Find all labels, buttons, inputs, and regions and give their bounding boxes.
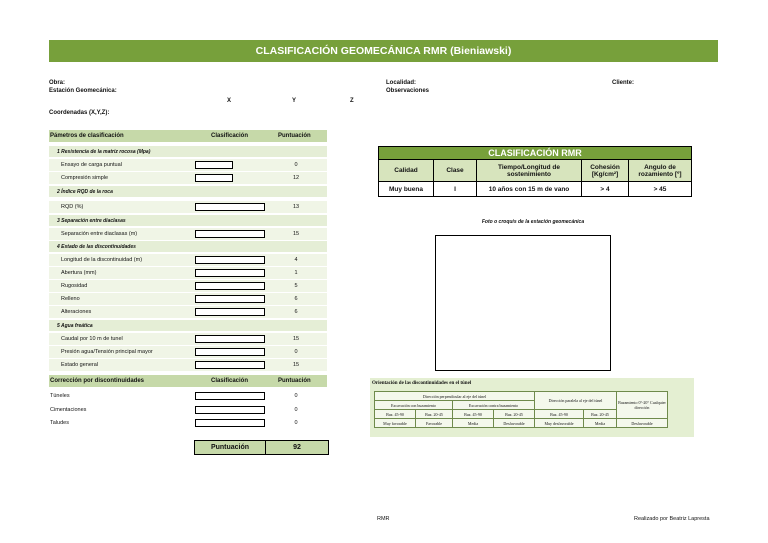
alteraciones-input[interactable]: [195, 308, 265, 316]
observaciones-label: Observaciones: [386, 88, 430, 94]
row-score: 1: [294, 270, 298, 276]
section-resistencia: [49, 146, 327, 157]
rmr-table: [378, 146, 692, 197]
rmr-header-clase: Clase: [434, 160, 477, 182]
orientation-con: Excavación con buzamiento: [375, 401, 453, 410]
row-label: Ensayo de carga puntual: [61, 162, 122, 168]
rmr-value-tiempo: 10 años con 15 m de vano: [477, 182, 582, 197]
row-score: 15: [292, 362, 300, 368]
row-label: Presión agua/Tensión principal mayor: [61, 349, 153, 355]
orientation-rating: Desfavorable: [494, 419, 535, 428]
row-label: Túneles: [50, 393, 70, 399]
obra-label: Obra:: [49, 80, 66, 86]
coord-y-label: Y: [292, 98, 297, 104]
orientation-table: [374, 391, 668, 428]
orientation-angle: Buz. 20-45: [416, 410, 453, 419]
footer-center: RMR: [377, 516, 390, 522]
params-header-clasificacion: Clasificación: [211, 133, 249, 139]
page-title: CLASIFICACIÓN GEOMECÁNICA RMR (Bieniawski): [255, 45, 512, 57]
correccion-header-clasificacion: Clasificación: [211, 378, 249, 384]
correccion-header-name: Corrección por discontinuidades: [50, 378, 145, 384]
orientation-rating: Media: [584, 419, 617, 428]
params-header: [49, 130, 327, 142]
section-discontinuidades-label: 4 Estado de las discontinuidades: [57, 244, 136, 250]
row-score: 0: [294, 393, 298, 399]
cliente-label: Cliente:: [612, 80, 635, 86]
coord-z-label: Z: [350, 98, 354, 104]
orientation-rating: Desfavorable: [617, 419, 668, 428]
section-resistencia-label: 1 Resistencia de la matriz rocosa (Mpa): [57, 149, 151, 155]
row-longitud: [49, 254, 327, 266]
orientation-angle: Buz. 45-90: [453, 410, 494, 419]
relleno-input[interactable]: [195, 295, 265, 303]
coord-x-label: X: [227, 98, 232, 104]
row-score: 15: [292, 336, 300, 342]
row-presion: [49, 346, 327, 358]
params-header-name: Pámetros de clasificación: [50, 133, 124, 139]
section-discontinuidades: [49, 241, 327, 252]
rqd-input[interactable]: [195, 203, 265, 211]
section-separacion-label: 3 Separación entre diaclasas: [57, 218, 126, 224]
rmr-header-cohesion: Cohesión [Kg/cm²]: [582, 160, 629, 182]
row-label: Rugosidad: [61, 283, 88, 289]
localidad-label: Localidad:: [386, 80, 417, 86]
taludes-input[interactable]: [195, 419, 265, 427]
row-score: 15: [292, 231, 300, 237]
row-compresion-simple: [49, 172, 327, 184]
row-caudal: [49, 333, 327, 345]
row-score: 4: [294, 257, 298, 263]
rugosidad-input[interactable]: [195, 282, 265, 290]
longitud-input[interactable]: [195, 256, 265, 264]
section-rqd-label: 2 Índice RQD de la roca: [57, 189, 113, 195]
row-score: 0: [294, 349, 298, 355]
orientation-rating: Favorable: [416, 419, 453, 428]
row-label: RQD (%): [61, 204, 84, 210]
section-separacion: [49, 215, 327, 226]
total-score-table: [194, 440, 329, 455]
row-tuneles: [49, 390, 327, 402]
photo-caption: Foto o croquis de la estación geomecánica: [481, 219, 585, 225]
row-score: 0: [294, 407, 298, 413]
orientation-rating: Muy desfavorable: [535, 419, 584, 428]
orientation-paral: Dirección paralela al eje del túnel: [535, 392, 617, 410]
rmr-header-calidad: Calidad: [379, 160, 434, 182]
tuneles-input[interactable]: [195, 392, 265, 400]
row-estado-general: [49, 359, 327, 371]
section-agua: [49, 320, 327, 331]
row-carga-puntual: [49, 159, 327, 171]
footer-author: Realizado por Beatriz Lapresta: [634, 516, 710, 522]
row-label: Estado general: [61, 362, 98, 368]
row-label: Compresión simple: [61, 175, 109, 181]
orientation-angle: Buz. 20-45: [494, 410, 535, 419]
orientation-angle: Buz. 20-45: [584, 410, 617, 419]
row-separacion: [49, 228, 327, 240]
orientation-rating: Media: [453, 419, 494, 428]
compresion-simple-input[interactable]: [195, 174, 233, 182]
row-score: 0: [294, 420, 298, 426]
row-abertura: [49, 267, 327, 279]
row-score: 6: [294, 296, 298, 302]
rmr-table-title: CLASIFICACIÓN RMR: [379, 147, 692, 160]
rmr-value-clase: I: [434, 182, 477, 197]
row-rqd: [49, 201, 327, 213]
orientation-title: Orientación de las discontinuidades en el túnel: [372, 381, 472, 386]
row-relleno: [49, 293, 327, 305]
row-score: 13: [292, 204, 300, 210]
orientation-perp: Dirección perpendicular al eje del túnel: [375, 392, 535, 401]
rmr-header-rozamiento: Angulo de rozamiento [º]: [629, 160, 692, 182]
photo-placeholder[interactable]: [435, 235, 611, 371]
estacion-label: Estación Geomecánica:: [49, 88, 117, 94]
row-label: Relleno: [61, 296, 80, 302]
correccion-header: [49, 375, 327, 387]
row-score: 5: [294, 283, 298, 289]
row-label: Longitud de la discontinuidad (m): [61, 257, 143, 263]
total-value: 92: [266, 441, 329, 455]
row-label: Taludes: [50, 420, 69, 426]
rmr-value-calidad: Muy buena: [379, 182, 434, 197]
row-label: Alteraciones: [61, 309, 92, 315]
row-score: 12: [292, 175, 300, 181]
separacion-input[interactable]: [195, 230, 265, 238]
row-score: 0: [294, 162, 298, 168]
total-label: Puntuación: [195, 441, 266, 455]
row-label: Caudal por 10 m de tunel: [61, 336, 123, 342]
correccion-header-puntuacion: Puntuación: [278, 378, 311, 384]
row-alteraciones: [49, 306, 327, 318]
orientation-angle: Buz. 45-90: [535, 410, 584, 419]
section-rqd: [49, 186, 327, 197]
section-agua-label: 5 Agua freática: [57, 323, 93, 329]
page-title-banner: [49, 40, 718, 62]
orientation-angle: Buz. 45-90: [375, 410, 416, 419]
carga-puntual-input[interactable]: [195, 161, 233, 169]
row-label: Separación entre diaclasas (m): [61, 231, 138, 237]
orientation-buz-any: Buzamiento 0°-20° Cualquier dirección: [617, 392, 668, 419]
coordenadas-label: Coordenadas (X,Y,Z):: [49, 110, 110, 116]
caudal-input[interactable]: [195, 335, 265, 343]
presion-input[interactable]: [195, 348, 265, 356]
estado-general-input[interactable]: [195, 361, 265, 369]
row-label: Cimentaciones: [50, 407, 87, 413]
row-score: 6: [294, 309, 298, 315]
orientation-contra: Excavación contra buzamiento: [453, 401, 535, 410]
rmr-value-cohesion: > 4: [582, 182, 629, 197]
row-taludes: [49, 417, 327, 429]
row-label: Abertura (mm): [61, 270, 97, 276]
cimentaciones-input[interactable]: [195, 406, 265, 414]
orientation-table-image: [370, 378, 694, 437]
row-cimentaciones: [49, 404, 327, 416]
params-header-puntuacion: Puntuación: [278, 133, 311, 139]
orientation-rating: Muy favorable: [375, 419, 416, 428]
rmr-header-tiempo: Tiempo/Longitud de sostenimiento: [477, 160, 582, 182]
abertura-input[interactable]: [195, 269, 265, 277]
rmr-value-rozamiento: > 45: [629, 182, 692, 197]
row-rugosidad: [49, 280, 327, 292]
